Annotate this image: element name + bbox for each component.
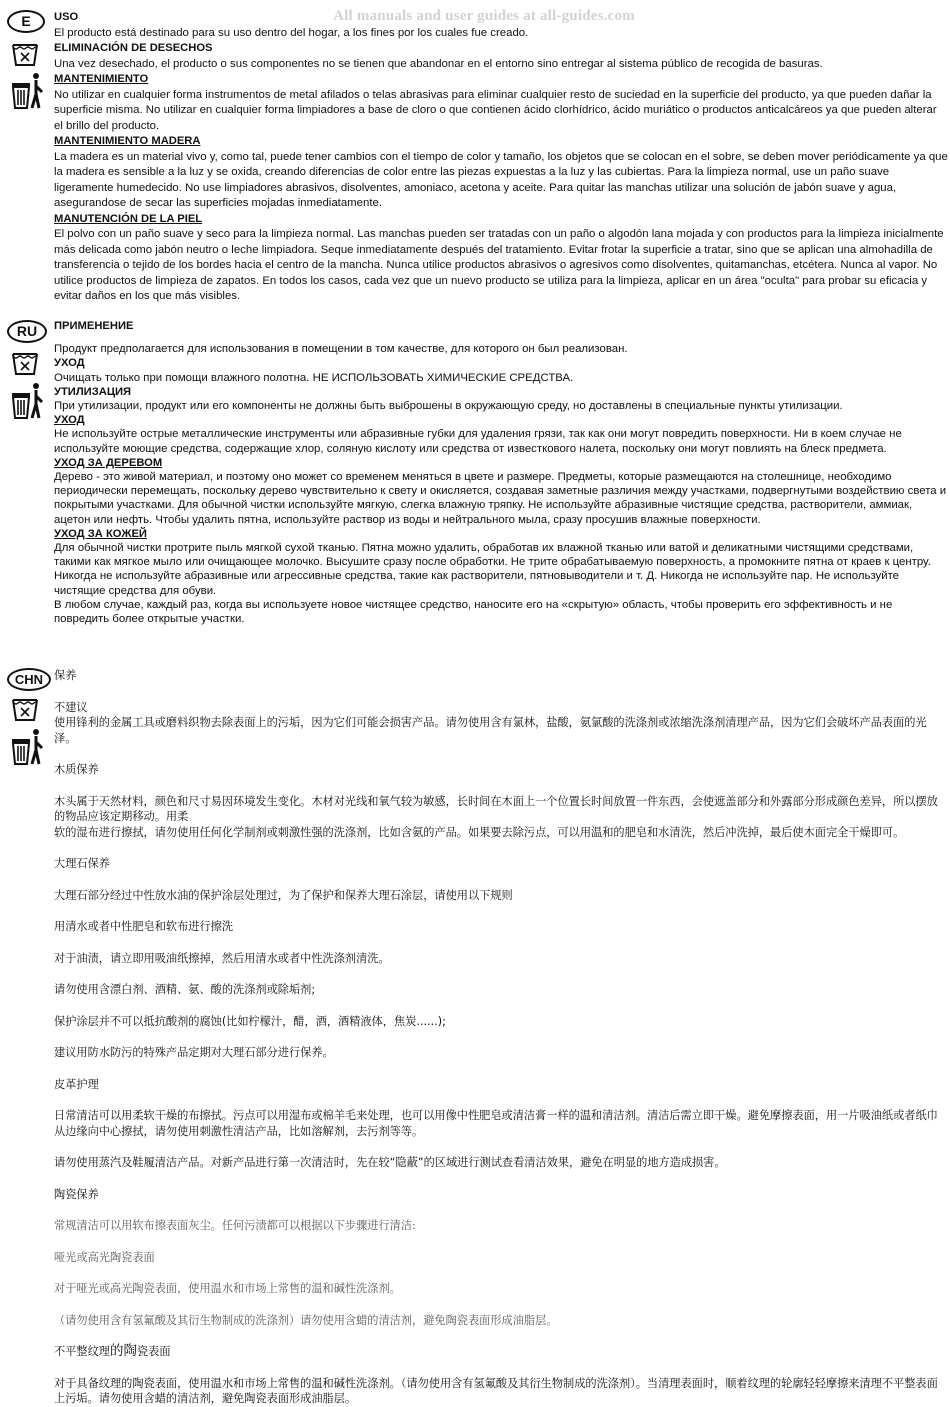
heading-utilizacia: УТИЛИЗАЦИЯ [54, 385, 132, 398]
heading-baoyang: 保养 [54, 669, 77, 682]
text-dali-1: 大理石部分经过中性放水油的保护涂层处理过，为了保护和保养大理石涂层，请使用以下规则 [54, 888, 513, 902]
heading-uhod: УХОД [54, 357, 85, 370]
text-mantenimiento: No utilizar en cualquier forma instrumentos de metal afilados o telas abrasivas para eliminar cualquier resto de suciedad en la superficie del producto, ya que pueden dañar la superficie misma. No utilizar en cualquier forma limpiadores a base de cloro o que contienen ácido clorhídrico, ácido muriático o productos anticalcáreos ya que pueden alterar el brillo del producto. [54, 88, 937, 132]
text-mucai-2: 软的湿布进行擦拭，请勿使用任何化学制剂或刺激性强的洗涤剂，比如含氨的产品。如果要去除污点，可以用温和的肥皂和水清洗，然后冲洗掉，最后使木面完全干燥即可。 [54, 825, 905, 839]
text-dali-4: 请勿使用含漂白剂、酒精、氨、酸的洗涤剂或除垢剂; [54, 983, 316, 996]
trash-bin-icon [10, 72, 44, 110]
washbasin-icon [10, 41, 40, 67]
heading-bujianyi: 不建议 [54, 700, 88, 714]
text-taoci-2: 哑光或高光陶瓷表面 [54, 1250, 155, 1264]
text-taoci-3: 对于哑光或高光陶瓷表面，使用温水和市场上常售的温和碱性洗涤剂。 [54, 1282, 401, 1295]
heading-buping [54, 1344, 948, 1360]
heading-buping-part-3: 瓷表面 [136, 1345, 171, 1358]
heading-eliminacion: ELIMINACIÓN DE DESECHOS [54, 42, 213, 54]
text-eliminacion: Una vez desechado, el producto o sus componentes no se tienen que abandonar en el entorno sino entregar al sistema público de recogida de basuras. [54, 57, 823, 70]
text-uso: El producto está destinado para su uso dentro del hogar, a los fines por los cuales fue creado. [54, 26, 529, 39]
text-pige-2: 请勿使用蒸汽及鞋履清洁产品。对新产品进行第一次清洁时，先在较“隐蔽”的区域进行测试查看清洁效果，避免在明显的地方造成损害。 [54, 1156, 726, 1169]
washbasin-icon [10, 696, 40, 722]
heading-mucai: 木质保养 [54, 763, 99, 776]
es-content [54, 10, 948, 305]
text-bujianyi: 使用锋利的金属工具或磨料织物去除表面上的污垢，因为它们可能会损害产品。请勿使用含有氯林，盐酸，氨氯酸的洗涤剂或浓缩洗涤剂清理产品，因为它们会破坏产品表面的光泽。 [54, 716, 927, 745]
heading-buping-part-2: 的陶 [109, 1343, 137, 1359]
chn-content [54, 668, 948, 1407]
text-uhod: Очищать только при помощи влажного полотна. НЕ ИСПОЛЬЗОВАТЬ ХИМИЧЕСКИЕ СРЕДСТВА. [54, 371, 574, 384]
text-taoci-4: （请勿使用含有氢氟酸及其衍生物制成的洗涤剂）请勿使用含蜡的清洁剂，避免陶瓷表面形成油脂层。 [54, 1313, 558, 1327]
ru-content [54, 319, 948, 626]
heading-uhod-za-derevom: УХОД ЗА ДЕРЕВОМ [54, 456, 163, 469]
heading-buping-part-1: 不平整纹理 [54, 1345, 110, 1358]
heading-dali: 大理石保养 [54, 857, 110, 870]
text-uhod-2: Не используйте острые металлические инструменты или абразивные губки для удаления грязи, так как они могут повредить поверхности. Ни в коем случае не используйте моющие средства, содержащие хлор, соляную кислоту или средства от известкового налета, поскольку они могут повлиять на блеск предмета. [54, 428, 902, 455]
text-uhod-za-kozhej: Для обычной чистки протрите пыль мягкой сухой тканью. Пятна можно удалить, обработав их влажной тканью или ватой и деликатными чистящими средствами, такими как мягкое мыло или очищающее молочко. Высушите сразу после обработки. Не трите обрабатываемую поверхность, а промокните пятна от краев к центру. Никогда не используйте абразивные или агрессивные средства, такие как растворители, пятновыводители и т. Д. Никогда не используйте пар. Не используйте чистящие средства для обуви. [54, 542, 931, 597]
heading-manutencion-piel: MANUTENCIÓN DE LA PIEL [54, 212, 203, 225]
text-dali-5: 保护涂层并不可以抵抗酸剂的腐蚀(比如柠檬汁，醋，酒，酒精液体，焦炭......); [54, 1014, 446, 1028]
text-dali-2: 用清水或者中性肥皂和软布进行擦洗 [54, 920, 234, 933]
watermark: All manuals and user guides at all-guides.com [333, 8, 635, 24]
text-taoci-1: 常规清洁可以用软布擦表面灰尘。任何污渍都可以根据以下步骤进行清洁: [54, 1219, 416, 1232]
trash-bin-icon [10, 382, 44, 420]
text-dali-6: 建议用防水防污的特殊产品定期对大理石部分进行保养。 [54, 1046, 334, 1059]
heading-pige: 皮革护理 [54, 1077, 99, 1091]
text-dali-3: 对于油渍，请立即用吸油纸擦掉，然后用清水或者中性洗涤剂清洗。 [54, 951, 390, 965]
washbasin-icon [10, 350, 40, 376]
text-mantenimiento-madera: La madera es un material vivo y, como tal, puede tener cambios con el tiempo de color y tamaño, los objetos que se colocan en el sobre, se deben mover periódicamente ya que la madera es sensible a la luz y se oxida, creando diferencias de color entre las piezas expuestas a la luz y las cubiertas. Para la limpieza normal, use un paño suave ligeramente humedecido. No use limpiadores abrasivos, disolventes, amoniaco, acetona y aceite. Para quitar las manchas utilizar una solución de jabón suave y agua, asegurandose de secar las superficies mojadas inmediatamente. [54, 150, 948, 209]
text-uhod-za-derevom: Дерево - это живой материал, и поэтому оно может со временем меняться в цвете и размере. Предметы, которые размещаются на столешнице, необходимо периодически перемещать, поскольку дерево чувствительно к свету и окисляется, создавая заметные различия между участками, подвергнутыми воздействию света и покрытыми участками. Для обычной чистки используйте мягкую, слегка влажную тряпку. Не используйте абразивные чистящие средства, растворители, аммиак, ацетон или нефть. Чтобы удалить пятна, используйте раствор из воды и нейтрального мыла, сразу просушив влажные поверхности. [54, 471, 947, 526]
text-pige-1: 日常清洁可以用柔软干燥的布擦拭。污点可以用湿布或棉羊毛来处理，也可以用像中性肥皂或清洁膏一样的温和清洁剂。清洁后需立即干燥。避免摩擦表面，用一片吸油纸或者纸巾从边缘向中心擦拭，请勿使用刺激性清洁产品，比如溶解剂，去污剂等等。 [54, 1109, 938, 1138]
text-uhod-za-kozhej-2: В любом случае, каждый раз, когда вы используете новое чистящее средство, наносите его на «скрытую» область, чтобы проверить его эффективность и не повредить более открытые участки. [54, 598, 893, 626]
language-badge-ru: RU [7, 320, 47, 343]
language-badge-es: E [7, 10, 45, 33]
heading-primenenie: ПРИМЕНЕНИЕ [54, 320, 134, 332]
text-buping: 对于具备纹理的陶瓷表面，使用温水和市场上常售的温和碱性洗涤剂。（请勿使用含有氢氟酸及其衍生物制成的洗涤剂）。当清理表面时，顺着纹理的轮廓轻轻摩擦来清理不平整表面上污垢。请勿使用含蜡的清洁剂，避免陶瓷表面形成油脂层。 [54, 1376, 938, 1405]
text-mucai-1: 木头属于天然材料，颜色和尺寸易因环境发生变化。木材对光线和氧气较为敏感，长时间在木面上一个位置长时间放置一件东西，会使遮盖部分和外露部分形成颜色差异，所以摆放的物品应该定期移动。用柔 [54, 794, 938, 823]
text-utilizacia: При утилизации, продукт или его компоненты не должны быть выброшены в окружающую среду, но доставлены в специальные пункты утилизации. [54, 400, 843, 413]
heading-mantenimiento-madera: MANTENIMIENTO MADERA [54, 135, 201, 147]
heading-mantenimiento: MANTENIMIENTO [54, 73, 149, 85]
text-manutencion-piel: El polvo con un paño suave y seco para la limpieza normal. Las manchas pueden ser tratadas con un paño o algodón lana mojada y con productos para la limpieza inicialmente más delicada como jabón neutro o leche limpiadora. Seque inmediatamente después del tratamiento. Evitar frotar la superficie a tratar, sino que se aplican una almohadilla de transferencia o tejido de los bordes hacia el centro de la mancha. Nunca utilice productos abrasivos o agresivos como disolventes, quitamanchas, etcétera. Nunca al vapor. No utilice productos de limpieza de zapatos. En todos los casos, cada vez que un nuevo producto se utiliza para la limpieza, aplicar en un área "oculta" para probar su eficacia y evitar daños en los que más visibles. [54, 228, 944, 302]
heading-uhod-za-kozhej: УХОД ЗА КОЖЕЙ [54, 527, 147, 540]
heading-taoci: 陶瓷保养 [54, 1187, 99, 1201]
trash-bin-icon [10, 728, 44, 766]
heading-uso: USO [54, 11, 79, 23]
heading-uhod-2: УХОД [54, 414, 85, 427]
text-primenenie: Продукт предполагается для использования в помещении в том качестве, для которого он был реализован. [54, 343, 628, 356]
language-badge-chn: CHN [7, 668, 51, 691]
